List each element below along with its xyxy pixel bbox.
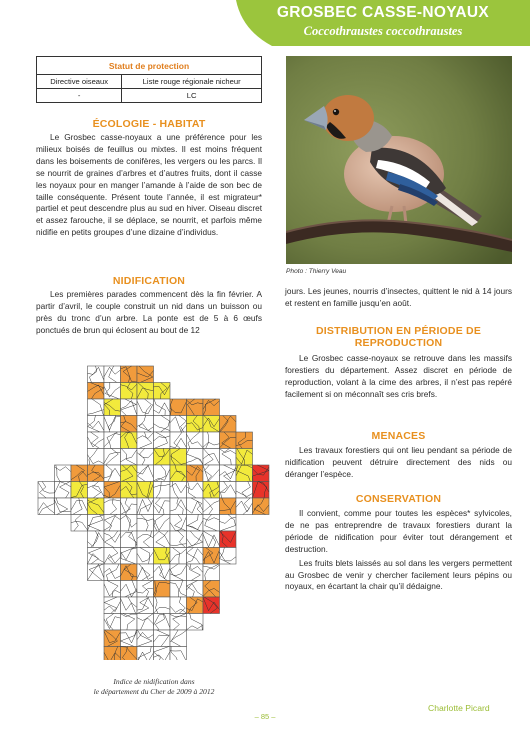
nidification-section	[36, 275, 262, 337]
map-cell	[203, 597, 220, 614]
distribution-text: Le Grosbec casse-noyaux se retrouve dans les massifs forestiers du département. Assez discret en période de reproduction, volant à la cime des arbres, il n’est pas repéré facilement si on méconnaît ses cris brefs.	[285, 353, 512, 399]
map-cell	[88, 498, 105, 515]
map-cell	[203, 416, 220, 433]
map-cell	[170, 498, 187, 515]
map-cell	[170, 630, 187, 647]
map-cell	[104, 399, 121, 416]
map-cell	[121, 432, 138, 449]
map-cell	[121, 449, 138, 466]
map-cell	[154, 465, 171, 482]
breeding-distribution-map	[36, 360, 274, 660]
page-number: – 85 –	[254, 712, 276, 721]
map-cell	[154, 548, 171, 565]
map-cell	[236, 432, 253, 449]
map-cell	[170, 465, 187, 482]
ecologie-section	[36, 118, 262, 239]
status-col-directive: Directive oiseaux	[37, 75, 122, 89]
map-cell	[38, 482, 55, 499]
map-svg	[36, 360, 274, 660]
nidification-heading: NIDIFICATION	[112, 275, 186, 287]
map-cell	[55, 482, 72, 499]
map-cell	[154, 482, 171, 499]
map-cell	[104, 548, 121, 565]
map-cell	[154, 399, 171, 416]
map-cell	[137, 416, 154, 433]
map-cell	[137, 449, 154, 466]
map-cell	[121, 531, 138, 548]
map-cell	[137, 515, 154, 532]
map-cell	[220, 432, 237, 449]
map-cell	[104, 449, 121, 466]
map-cell	[137, 498, 154, 515]
protection-status-table	[36, 56, 262, 103]
map-cell	[236, 482, 253, 499]
menaces-heading: MENACES	[371, 430, 426, 442]
status-table-title: Statut de protection	[37, 57, 262, 75]
bird-photo	[286, 56, 512, 264]
status-val-liste-rouge: LC	[122, 89, 262, 103]
map-cell	[121, 581, 138, 598]
map-cell	[187, 416, 204, 433]
map-cell	[187, 465, 204, 482]
nidification-continuation-section	[285, 286, 512, 310]
map-cell	[220, 515, 237, 532]
menaces-section	[285, 430, 512, 481]
map-cell	[104, 432, 121, 449]
map-cell	[154, 449, 171, 466]
map-caption-line1: Indice de nidification dans	[113, 677, 195, 686]
status-col-liste-rouge: Liste rouge régionale nicheur	[122, 75, 262, 89]
map-cell	[137, 630, 154, 647]
conservation-heading: CONSERVATION	[355, 493, 442, 505]
map-cell	[154, 498, 171, 515]
distribution-heading: DISTRIBUTION EN PÉRIODE DE REPRODUCTION	[315, 325, 482, 349]
map-cell	[187, 614, 204, 631]
map-cell	[236, 465, 253, 482]
map-cell	[88, 416, 105, 433]
map-cell	[121, 498, 138, 515]
map-cell	[187, 482, 204, 499]
map-cell	[187, 449, 204, 466]
map-cell	[71, 482, 88, 499]
map-cell	[71, 515, 88, 532]
map-cell	[170, 449, 187, 466]
species-latin-name: Coccothraustes coccothraustes	[303, 24, 463, 38]
map-cell	[203, 581, 220, 598]
menaces-text: Les travaux forestiers qui ont lieu pendant sa période de nidification peuvent détruire directement des nids ou déranger l’espèce.	[285, 445, 512, 479]
conservation-section	[285, 493, 512, 593]
map-cell	[137, 383, 154, 400]
ecologie-heading: ÉCOLOGIE - HABITAT	[92, 118, 206, 130]
map-cell	[154, 432, 171, 449]
map-cell	[170, 432, 187, 449]
photo-credit: Photo : Thierry Veau	[286, 268, 347, 275]
map-cell	[203, 432, 220, 449]
map-cell	[203, 465, 220, 482]
title-banner	[236, 0, 530, 46]
map-cell	[187, 581, 204, 598]
map-cell	[187, 597, 204, 614]
author-name: Charlotte Picard	[428, 703, 490, 713]
species-title: GROSBEC CASSE-NOYAUX	[276, 4, 490, 21]
conservation-text-1: Il convient, comme pour toutes les espèces* sylvicoles, de ne pas entreprendre de travaux forestiers durant la période de nidification pour éviter tout dérangement et destruction.	[285, 508, 512, 554]
map-cell	[220, 449, 237, 466]
map-caption	[70, 677, 238, 697]
conservation-text-2: Les fruits blets laissés au sol dans les vergers permettent au Grosbec de venir y chercher facilement leurs pépins ou noyaux, en écartant la chair qu’il dédaigne.	[285, 557, 512, 592]
map-cell	[104, 614, 121, 631]
distribution-section	[285, 325, 512, 401]
status-val-directive: -	[37, 89, 122, 103]
map-cell	[220, 498, 237, 515]
map-caption-line2: le département du Cher de 2009 à 2012	[93, 687, 215, 696]
nidification-continuation: jours. Les jeunes, nourris d’insectes, quittent le nid à 14 jours et restent en famille jusqu’en août.	[285, 286, 512, 308]
map-cell	[104, 597, 121, 614]
nidification-text: Les premières parades commencent dès la fin février. A partir d’avril, le couple construit un nid dans un buisson ou près du tronc d’un arbre. La ponte est de 5 à 6 œufs ponctués de brun qui éclosent au bout de 12	[36, 289, 262, 335]
map-cell	[154, 515, 171, 532]
map-cell	[170, 548, 187, 565]
ecologie-text: Le Grosbec casse-noyaux a une préférence pour les milieux boisés de feuillus ou mixtes. Il est moins fréquent dans les boisements de conifères, les vergers ou les parcs. Il se nourrit de graines d’arbres et d’autres fruits, dont il casse les noyaux pour en manger l’amande à l’aide de son bec de taille conséquente. Présent toute l’année, il est migrateur* partiel et peut descendre plus au sud en hiver. Oiseau discret et assez farouche, il se déplace, se nourrit, et parfois même nidifie en petits groupes d’une dizaine d’individus.	[36, 132, 262, 238]
